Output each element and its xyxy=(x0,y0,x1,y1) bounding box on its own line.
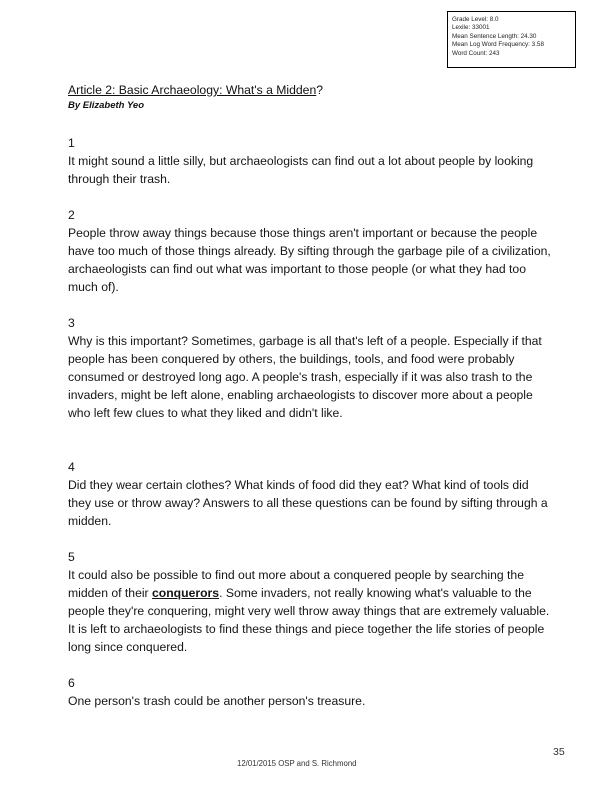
mean-log-word-frequency: Mean Log Word Frequency: 3.58 xyxy=(452,41,544,49)
page-number: 35 xyxy=(553,746,565,758)
readability-stats-box xyxy=(447,11,576,68)
paragraph-number: 1 xyxy=(68,136,75,150)
footer-credit: 12/01/2015 OSP and S. Richmond xyxy=(237,759,357,768)
paragraph-number: 6 xyxy=(68,676,75,690)
word-count: Word Count: 243 xyxy=(452,49,500,57)
paragraph-text: Did they wear certain clothes? What kinds of food did they eat? What kind of tools did they use or throw away? Answers to all these questions can be found by sifting through a midden. xyxy=(68,478,548,528)
paragraph-text-after: . Some invaders, not really knowing what's valuable to the people they're conquering, might very well throw away things that are extremely valuable. It is left to archaeologists to find these things and piece together the life stories of people long since conquered. xyxy=(68,586,550,654)
article-byline: By Elizabeth Yeo xyxy=(68,100,145,111)
paragraph-2 xyxy=(68,206,554,296)
paragraph-5 xyxy=(68,548,554,656)
article-title-tail: ? xyxy=(316,83,324,97)
paragraph-number: 2 xyxy=(68,208,75,222)
paragraph-text-before: It could also be possible to find out more about a conquered people by searching the midden of their xyxy=(68,568,524,600)
paragraph-number: 3 xyxy=(68,316,75,330)
article-header xyxy=(68,82,568,112)
paragraph-4 xyxy=(68,458,554,530)
paragraph-number: 5 xyxy=(68,550,75,564)
paragraph-3 xyxy=(68,314,554,422)
paragraph-6 xyxy=(68,674,554,710)
paragraph-text xyxy=(68,566,554,656)
paragraph-text: People throw away things because those things aren't important or because the people have too much of those things already. By sifting through the garbage pile of a civilization, archaeologists can find out what was important to those people (or what they had too much of). xyxy=(68,226,551,294)
grade-level: Grade Level: 8.0 xyxy=(452,16,499,23)
article-title xyxy=(68,82,568,98)
paragraph-1 xyxy=(68,134,554,188)
article-title-main: Article 2: Basic Archaeology: What's a Midden xyxy=(68,83,317,97)
paragraph-number: 4 xyxy=(68,460,75,474)
paragraph-text: Why is this important? Sometimes, garbage is all that's left of a people. Especially if that people has been conquered by others, the buildings, tools, and food were probably consumed or destroyed long ago. A people's trash, especially if it was also trash to the invaders, might be left alone, enabling archaeologists to discover more about a people who left few clues to what they liked and didn't like. xyxy=(68,334,542,420)
lexile: Lexile: 33001 xyxy=(452,24,490,32)
paragraph-text: One person's trash could be another person's treasure. xyxy=(68,694,366,708)
vocabulary-word-conquerors: conquerors xyxy=(152,586,220,600)
paragraph-text: It might sound a little silly, but archaeologists can find out a lot about people by looking through their trash. xyxy=(68,154,534,186)
mean-sentence-length: Mean Sentence Length: 24.30 xyxy=(452,32,537,40)
